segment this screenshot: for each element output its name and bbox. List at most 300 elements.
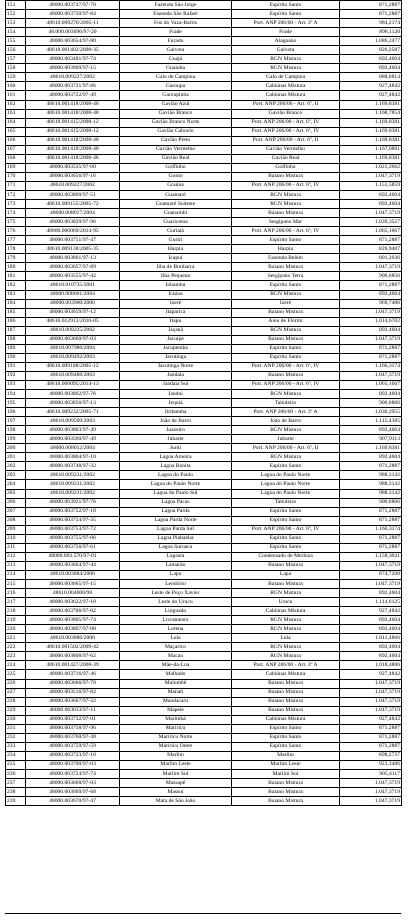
field-name: Jequiá — [120, 399, 232, 408]
table-row — [6, 28, 402, 37]
reference-stream: Port. ANP 206/00 - Art. 3º A — [232, 408, 340, 417]
table-row — [6, 797, 402, 806]
price-value: 900,6856 — [340, 272, 402, 281]
table-row — [6, 299, 402, 308]
row-number: 161 — [6, 91, 26, 100]
table-row — [6, 399, 402, 408]
field-name: Gomo — [120, 172, 232, 181]
row-number: 177 — [6, 236, 26, 245]
reference-stream: Lula — [232, 634, 340, 643]
table-row — [6, 326, 402, 335]
row-number: 151 — [6, 1, 26, 10]
process-number: 48610.009232/2005-71 — [26, 408, 120, 417]
process-number: 48610.001418/2008-48 — [26, 100, 120, 109]
price-value: 1.047,3719 — [340, 788, 402, 797]
price-value: 1.030,2955 — [340, 408, 402, 417]
price-value: 1.166,3174 — [340, 362, 402, 371]
field-name: Leste do Urucu — [120, 598, 232, 607]
price-value: 1.065,1667 — [340, 227, 402, 236]
reference-stream: RGN Mistura — [232, 200, 340, 209]
row-number: 236 — [6, 769, 26, 778]
field-name: Graúna — [120, 181, 232, 190]
table-row — [6, 480, 402, 489]
field-name: Marlim Leste — [120, 760, 232, 769]
field-name: Manati — [120, 688, 232, 697]
field-name: Furado — [120, 37, 232, 46]
row-number: 201 — [6, 453, 26, 462]
row-number: 211 — [6, 543, 26, 552]
table-row — [6, 444, 402, 453]
field-name: Gavião Azul — [120, 100, 232, 109]
table-row — [6, 181, 402, 190]
field-name: Juazeiro — [120, 426, 232, 435]
process-number: 48000.003754/97-35 — [26, 516, 120, 525]
row-number: 234 — [6, 751, 26, 760]
field-name: Lagoa do Paulo Norte — [120, 480, 232, 489]
field-name: Mapele — [120, 706, 232, 715]
price-value: 801,2036 — [340, 254, 402, 263]
price-value: 927,4842 — [340, 715, 402, 724]
reference-stream: Espírito Santo — [232, 507, 340, 516]
process-number: 48000.003656/97-16 — [26, 172, 120, 181]
process-number: 48000.003804/97-10 — [26, 453, 120, 462]
reference-stream: Cabiúnas Mistura — [232, 670, 340, 679]
field-name: Lagoa Aroeira — [120, 453, 232, 462]
process-number: 48000.003716/97-46 — [26, 670, 120, 679]
field-name: Guanambi — [120, 209, 232, 218]
row-number: 174 — [6, 209, 26, 218]
price-value: 871,2887 — [340, 507, 402, 516]
row-number: 229 — [6, 706, 26, 715]
price-value: 988,3142 — [340, 489, 402, 498]
field-name: Jacutinga Norte — [120, 362, 232, 371]
row-number: 155 — [6, 37, 26, 46]
table-row — [6, 652, 402, 661]
table-row — [6, 55, 402, 64]
reference-stream: Lagoa do Paulo Norte — [232, 471, 340, 480]
row-number: 204 — [6, 480, 26, 489]
field-name: Jandui — [120, 390, 232, 399]
reference-stream: Baiano Mistura — [232, 172, 340, 181]
field-name: Mariricu — [120, 724, 232, 733]
reference-stream: RGN Mistura — [232, 643, 340, 652]
field-name: Marimbá — [120, 715, 232, 724]
process-number: 48000.003802/97-76 — [26, 390, 120, 399]
price-table — [5, 0, 402, 806]
reference-stream: Sergipano Terra — [232, 272, 340, 281]
reference-stream: RGN Mistura — [232, 589, 340, 598]
process-number: 48610.000095/2014-13 — [26, 380, 120, 389]
table-row — [6, 19, 402, 28]
process-number: 48000.003755/97-06 — [26, 534, 120, 543]
table-row — [6, 100, 402, 109]
reference-stream: Tabuleiro — [232, 498, 340, 507]
field-name: Lapa — [120, 570, 232, 579]
row-number: 215 — [6, 580, 26, 589]
row-number: 222 — [6, 643, 26, 652]
process-number: 48000.003535/97-00 — [26, 163, 120, 172]
field-name: Jacupemba — [120, 344, 232, 353]
price-value: 1.047,3719 — [340, 688, 402, 697]
field-name: Galo de Campina — [120, 73, 232, 82]
table-row — [6, 263, 402, 272]
reference-stream: Gavião Branco — [232, 109, 340, 118]
row-number: 238 — [6, 788, 26, 797]
row-number: 179 — [6, 254, 26, 263]
process-number: 48610.009231/2002 — [26, 471, 120, 480]
price-value: 988,3142 — [340, 480, 402, 489]
process-number: 48000.003706/97-02 — [26, 607, 120, 616]
price-value: 826,9407 — [340, 245, 402, 254]
reference-stream: Gavião Real — [232, 154, 340, 163]
price-value: 1.086,2477 — [340, 37, 402, 46]
row-number: 153 — [6, 19, 26, 28]
price-value: 1.169,8381 — [340, 118, 402, 127]
reference-stream: Baiano Mistura — [232, 561, 340, 570]
reference-stream: Port. ANP 206/00 - Art. 3º A — [232, 661, 340, 670]
field-name: Lagoa do Paulo — [120, 471, 232, 480]
reference-stream: Port. ANP 206/00 - Art. 6º, IV — [232, 362, 340, 371]
price-value: 871,2887 — [340, 353, 402, 362]
row-number: 171 — [6, 181, 26, 190]
table-row — [6, 10, 402, 19]
table-row — [6, 489, 402, 498]
field-name: Fazenda São Jorge — [120, 1, 232, 10]
row-number: 232 — [6, 733, 26, 742]
reference-stream: Baiano Mistura — [232, 679, 340, 688]
field-name: Guriri — [120, 236, 232, 245]
price-value: 1.047,3719 — [340, 797, 402, 806]
reference-stream: RGN Mistura — [232, 55, 340, 64]
price-value: 892,4604 — [340, 426, 402, 435]
field-name: Lagoa Parda Norte — [120, 516, 232, 525]
field-name: Foz do Vaza-Barris — [120, 19, 232, 28]
reference-stream: Espírito Santo — [232, 344, 340, 353]
process-number: 48000.003969/97-15 — [26, 64, 120, 73]
row-number: 180 — [6, 263, 26, 272]
process-number: 48000.008017/2004 — [26, 209, 120, 218]
process-number: 48000.003660/97-03 — [26, 335, 120, 344]
field-name: Massuí — [120, 788, 232, 797]
table-row — [6, 335, 402, 344]
reference-stream: RGN Mistura — [232, 390, 340, 399]
table-row — [6, 561, 402, 570]
process-number: 48610.009188/2005-12 — [26, 362, 120, 371]
reference-stream: Cabiúnas Mistura — [232, 715, 340, 724]
reference-stream: Espírito Santo — [232, 236, 340, 245]
process-number: 48610.001415/2008-12 — [26, 118, 120, 127]
table-row — [6, 218, 402, 227]
field-name: Maçarico — [120, 643, 232, 652]
process-number: 48000.003808/97-62 — [26, 652, 120, 661]
field-name: Ilha Pequena — [120, 272, 232, 281]
row-number: 175 — [6, 218, 26, 227]
table-row — [6, 742, 402, 751]
table-row — [6, 417, 402, 426]
row-number: 168 — [6, 154, 26, 163]
table-row — [6, 498, 402, 507]
reference-stream: Port. ANP 206/00 - Art. 6º, IV — [232, 127, 340, 136]
row-number: 213 — [6, 561, 26, 570]
row-number: 172 — [6, 190, 26, 199]
price-value: 1.047,3719 — [340, 779, 402, 788]
row-number: 158 — [6, 64, 26, 73]
field-name: Jandaia — [120, 371, 232, 380]
reference-stream: Espírito Santo — [232, 516, 340, 525]
process-number: 48.000.003696/97-20 — [26, 28, 120, 37]
table-row — [6, 408, 402, 417]
reference-stream: RGN Mistura — [232, 426, 340, 435]
row-number: 228 — [6, 697, 26, 706]
price-value: 1.047,3719 — [340, 263, 402, 272]
process-number: 48000.003666/97-70 — [26, 679, 120, 688]
row-number: 202 — [6, 462, 26, 471]
price-value: 892,4604 — [340, 55, 402, 64]
price-value: 892,4604 — [340, 643, 402, 652]
reference-stream: Izeré — [232, 299, 340, 308]
price-value: 871,2887 — [340, 344, 402, 353]
reference-stream: Área de Florim — [232, 317, 340, 326]
reference-stream: RGN Mistura — [232, 652, 340, 661]
process-number: 48610.001418/2008-48 — [26, 109, 120, 118]
process-number: 48000.003667/97-32 — [26, 697, 120, 706]
row-number: 186 — [6, 317, 26, 326]
price-value: 1.169,8381 — [340, 444, 402, 453]
field-name: Jandaia Sul — [120, 380, 232, 389]
table-row — [6, 625, 402, 634]
table-row — [6, 371, 402, 380]
price-value: 892,4604 — [340, 200, 402, 209]
process-number: 48000.003659/97-12 — [26, 308, 120, 317]
reference-stream: Baiano Mistura — [232, 580, 340, 589]
price-value: 1.047,3719 — [340, 371, 402, 380]
process-number: 48000.003921/97-76 — [26, 498, 120, 507]
row-number: 183 — [6, 290, 26, 299]
process-number: 48610.009276/2005-11 — [26, 19, 120, 28]
reference-stream: Baiano Mistura — [232, 797, 340, 806]
process-number: 48000.003839/97-96 — [26, 218, 120, 227]
process-number: 48610.010735/2001 — [26, 281, 120, 290]
process-number: 48610.009155/2005-72 — [26, 200, 120, 209]
table-row — [6, 91, 402, 100]
field-name: Lorena — [120, 625, 232, 634]
table-row — [6, 281, 402, 290]
field-name: João de Barro — [120, 417, 232, 426]
reference-stream: Baiano Mistura — [232, 779, 340, 788]
reference-stream: Baiano Mistura — [232, 688, 340, 697]
process-number: 48000.003758/97-96 — [26, 724, 120, 733]
reference-stream: Marlim Sul — [232, 769, 340, 778]
field-name: Lula — [120, 634, 232, 643]
row-number: 154 — [6, 28, 26, 37]
table-row — [6, 154, 402, 163]
process-number: 48610.001502/2009-42 — [26, 643, 120, 652]
field-name: Lagoa Parda Sul — [120, 525, 232, 534]
table-row — [6, 688, 402, 697]
process-number: 48610.009227/2002 — [26, 181, 120, 190]
process-number: 48610.001418/2008-48 — [26, 136, 120, 145]
process-number: 48000.003801/97-13 — [26, 254, 120, 263]
price-value: 898,1120 — [340, 28, 402, 37]
process-number: 48610.001418/2008-48 — [26, 145, 120, 154]
process-number: 48000.003654/97-80 — [26, 37, 120, 46]
row-number: 227 — [6, 688, 26, 697]
process-number: 48610.007986/2004 — [26, 344, 120, 353]
table-row — [6, 779, 402, 788]
table-row — [6, 706, 402, 715]
process-number: 48000.003748/97-32 — [26, 462, 120, 471]
table-row — [6, 1, 402, 10]
price-value: 1.169,8381 — [340, 154, 402, 163]
field-name: Marlim Sul — [120, 769, 232, 778]
price-value: 871,2887 — [340, 733, 402, 742]
row-number: 164 — [6, 118, 26, 127]
field-name: Garoupinha — [120, 91, 232, 100]
reference-stream: Marlim — [232, 751, 340, 760]
field-name: Lagoa Bonita — [120, 462, 232, 471]
field-name: Itapu — [120, 317, 232, 326]
price-value: 1.047,3719 — [340, 335, 402, 344]
price-value: 969,7486 — [340, 299, 402, 308]
price-value: 892,4604 — [340, 616, 402, 625]
process-number: 48000.003803/97-49 — [26, 426, 120, 435]
reference-stream: Espírito Santo — [232, 534, 340, 543]
process-number: 48000.003481/97-74 — [26, 55, 120, 64]
reference-stream: Espírito Santo — [232, 724, 340, 733]
table-row — [6, 227, 402, 236]
process-number: 48610.012913/2010-05 — [26, 317, 120, 326]
field-name: Gavião Preto — [120, 136, 232, 145]
process-number: 48610.009231/2002 — [26, 480, 120, 489]
process-number: 48000.003756/97-61 — [26, 543, 120, 552]
field-name: Icapuí — [120, 254, 232, 263]
field-name: Guajá — [120, 55, 232, 64]
process-number: 48000.003700/97-03 — [26, 760, 120, 769]
reference-stream: RGN Mistura — [232, 453, 340, 462]
table-row — [6, 109, 402, 118]
table-row — [6, 163, 402, 172]
row-number: 166 — [6, 136, 26, 145]
reference-stream: Port. ANP 206/00 - Art. 6º, II — [232, 136, 340, 145]
price-value: 907,9113 — [340, 435, 402, 444]
reference-stream: RGN Mistura — [232, 616, 340, 625]
row-number: 233 — [6, 742, 26, 751]
row-number: 182 — [6, 281, 26, 290]
process-number: 48000.003516/97-82 — [26, 688, 120, 697]
table-row — [6, 598, 402, 607]
field-name: Jiribatuba — [120, 408, 232, 417]
row-number: 187 — [6, 326, 26, 335]
reference-stream: Espírito Santo — [232, 742, 340, 751]
process-number: 48000.003751/97-47 — [26, 236, 120, 245]
row-number: 237 — [6, 779, 26, 788]
row-number: 159 — [6, 73, 26, 82]
field-name: Guamaré Sudeste — [120, 200, 232, 209]
field-name: Lagoa do Paulo Sul — [120, 489, 232, 498]
field-name: Lagoa Suruaca — [120, 543, 232, 552]
field-name: Linguado — [120, 607, 232, 616]
reference-stream: Port. ANP 206/00 - Art. 6º, IV — [232, 118, 340, 127]
table-row — [6, 552, 402, 561]
table-row — [6, 272, 402, 281]
price-value: 900,6806 — [340, 498, 402, 507]
price-value: 888,6814 — [340, 73, 402, 82]
price-value: 1.039,3527 — [340, 218, 402, 227]
reference-stream: Golfinho — [232, 163, 340, 172]
field-name: Iraúna — [120, 290, 232, 299]
price-value: 871,2887 — [340, 1, 402, 10]
price-value: 1.169,8381 — [340, 136, 402, 145]
field-name: Juriti — [120, 444, 232, 453]
table-row — [6, 82, 402, 91]
field-name: Lagoa Parda — [120, 507, 232, 516]
row-number: 156 — [6, 46, 26, 55]
bottom-rule — [5, 913, 401, 914]
table-row — [6, 616, 402, 625]
reference-stream: Cabiúnas Mistura — [232, 91, 340, 100]
field-name: Lamarão — [120, 561, 232, 570]
process-number: 48000.003633/97-11 — [26, 706, 120, 715]
field-name: Gavião Real — [120, 154, 232, 163]
price-value: 1.158,3021 — [340, 552, 402, 561]
table-row — [6, 127, 402, 136]
reference-stream: Espírito Santo — [232, 733, 340, 742]
reference-stream: Baiano Mistura — [232, 209, 340, 218]
price-value: 1.047,3719 — [340, 209, 402, 218]
price-value: 871,2887 — [340, 10, 402, 19]
field-name: Jaçanã — [120, 326, 232, 335]
table-row — [6, 715, 402, 724]
process-number: 48610.001418/2008-48 — [26, 154, 120, 163]
field-name: Massapê — [120, 779, 232, 788]
process-number: 48000.003753/97-72 — [26, 525, 120, 534]
price-value: 1.021,2662 — [340, 163, 402, 172]
price-value: 1.047,3719 — [340, 580, 402, 589]
process-number: 48610.009225/2002 — [26, 326, 120, 335]
process-number: 48000.003622/97-18 — [26, 598, 120, 607]
reference-stream: Port. ANP 206/00 - Art. 3º A — [232, 19, 340, 28]
table-row — [6, 661, 402, 670]
row-number: 160 — [6, 82, 26, 91]
table-row — [6, 733, 402, 742]
table-row — [6, 344, 402, 353]
process-number: 48610.009509/2003 — [26, 417, 120, 426]
process-number: 48000.003856/97-13 — [26, 399, 120, 408]
row-number: 157 — [6, 55, 26, 64]
table-row — [6, 145, 402, 154]
row-number: 219 — [6, 616, 26, 625]
reference-stream: Baiano Mistura — [232, 335, 340, 344]
row-number: 203 — [6, 471, 26, 480]
row-number: 220 — [6, 625, 26, 634]
reference-stream: Frade — [232, 28, 340, 37]
price-value: 1.114,6125 — [340, 598, 402, 607]
process-number: 48000.000069/2014-95 — [26, 227, 120, 236]
reference-stream: Port. ANP 206/00 - Art. 6º, II — [232, 100, 340, 109]
table-row — [6, 462, 402, 471]
row-number: 196 — [6, 408, 26, 417]
price-value: 871,2887 — [340, 516, 402, 525]
field-name: Guaricema — [120, 218, 232, 227]
price-value: 892,4604 — [340, 390, 402, 399]
process-number: 48000.003722/97-49 — [26, 91, 120, 100]
process-number: 48000.003759/97-59 — [26, 742, 120, 751]
row-number: 162 — [6, 100, 26, 109]
process-number: 48000.003747/97-70 — [26, 1, 120, 10]
price-value: 1.166,3174 — [340, 525, 402, 534]
field-name: Leste de Poço Xavier — [120, 589, 232, 598]
field-name: Inhambu — [120, 281, 232, 290]
